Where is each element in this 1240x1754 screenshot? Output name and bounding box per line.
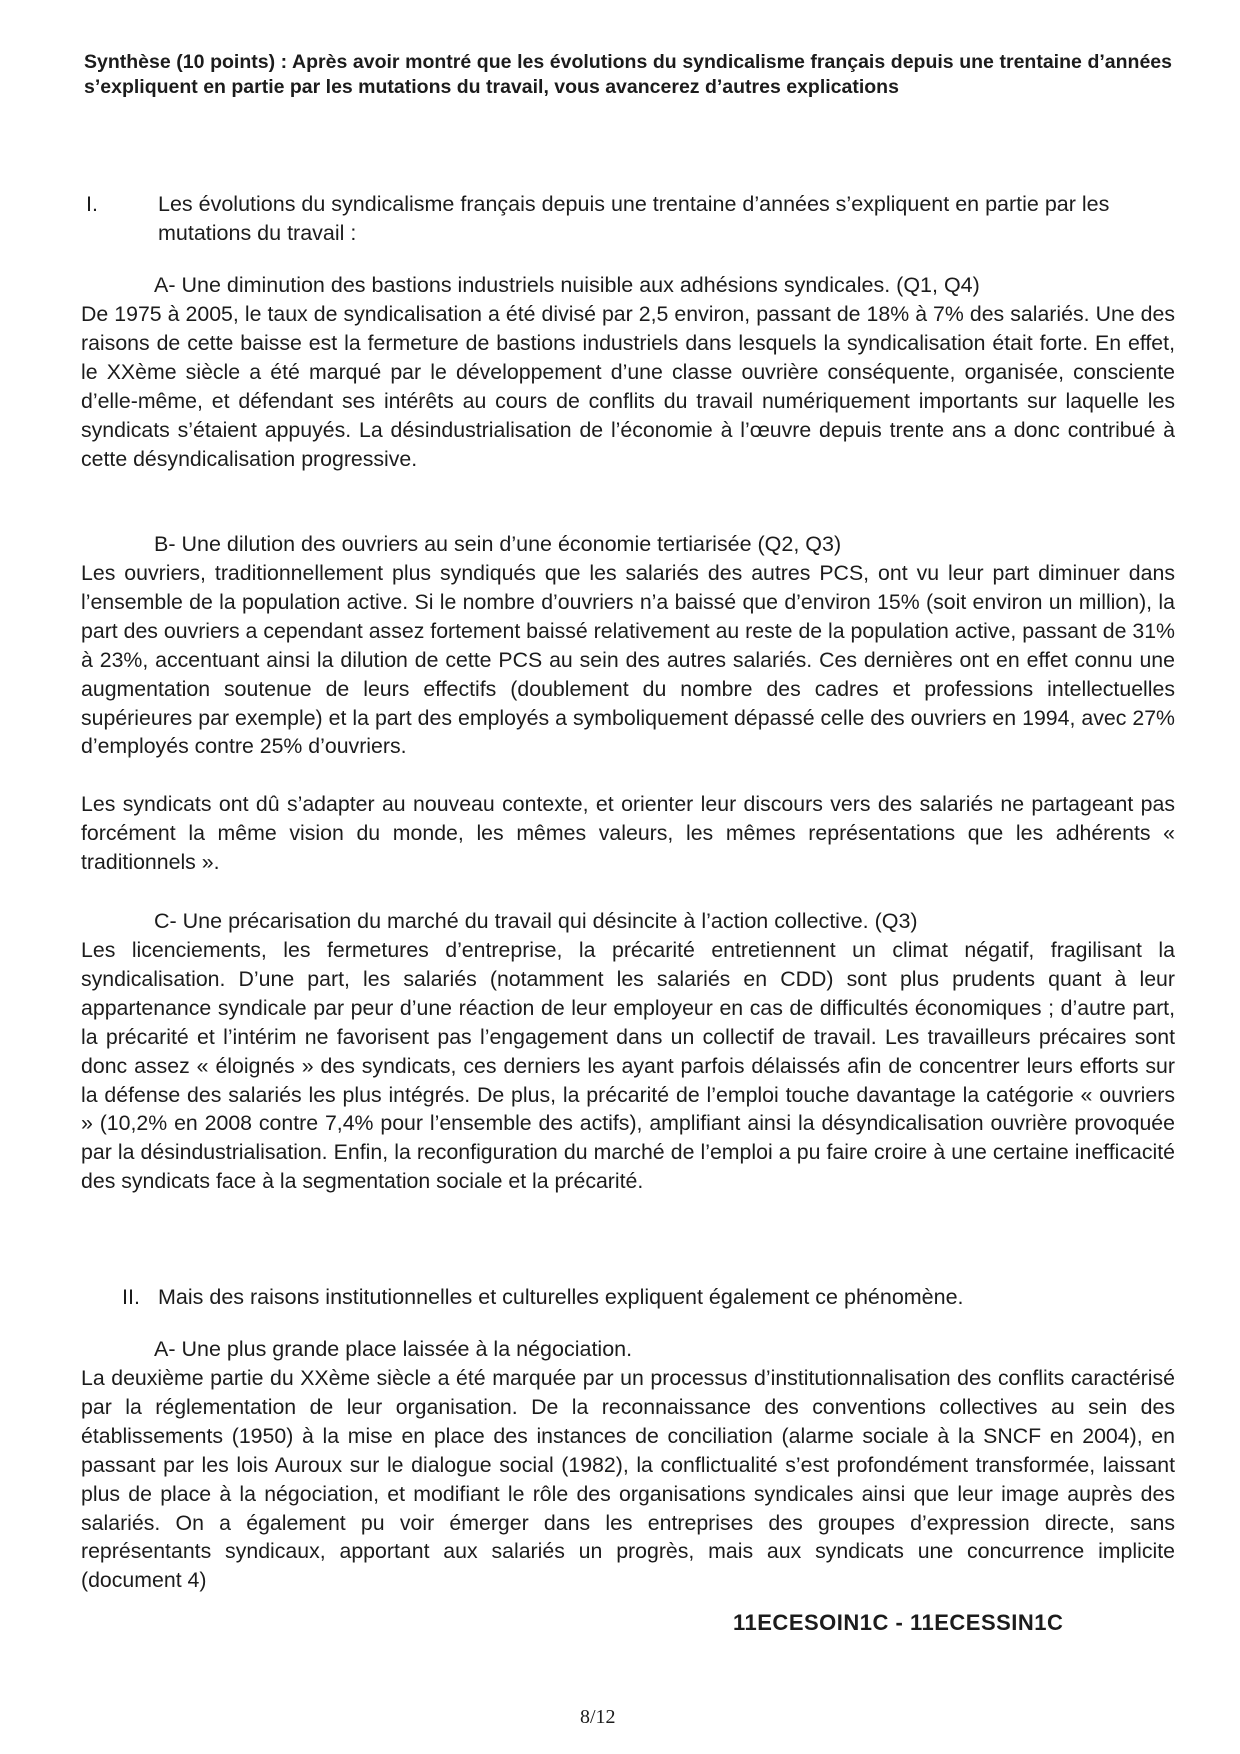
paragraph-1c: Les licenciements, les fermetures d’entreprise, la précarité entretiennent un climat négatif, fragilisant la syndicalisation. D’une part, les salariés (notamment les salariés en CDD) sont plus prudents quant à leur appartenance syndicale par peur d’une réaction de leur employeur en cas de difficultés économiques ; d’autre part, la précarité et l’intérim ne favorisent pas l’engagement dans un collectif de travail. Les travailleurs précaires sont donc assez « éloignés » des syndicats, ces derniers les ayant parfois délaissés afin de concentrer leurs efforts sur la défense des salariés les plus intégrés. De plus, la précarité de l’emploi touche davantage la catégorie « ouvriers » (10,2% en 2008 contre 7,4% pour l’ensemble des actifs), amplifiant ainsi la désyndicalisation ouvrière provoquée par la désindustrialisation. Enfin, la reconfiguration du marché de l’emploi a pu faire croire à une certaine inefficacité des syndicats face à la segmentation sociale et la précarité. bbox=[81, 938, 1175, 1194]
subsection-1a-title: A- Une diminution des bastions industriels nuisible aux adhésions syndicales. (Q1, Q4) bbox=[154, 273, 980, 297]
subsection-2a-title: A- Une plus grande place laissée à la négociation. bbox=[154, 1337, 633, 1361]
subsection-1b-title: B- Une dilution des ouvriers au sein d’une économie tertiarisée (Q2, Q3) bbox=[154, 532, 842, 556]
paragraph-1b-2: Les syndicats ont dû s’adapter au nouveau contexte, et orienter leur discours vers des salariés ne partageant pas forcément la même vision du monde, les mêmes valeurs, les mêmes représentations que les adhérents « traditionnels ». bbox=[81, 792, 1175, 874]
page-number: 8/12 bbox=[580, 1706, 616, 1728]
section-1-number: I. bbox=[86, 192, 98, 216]
section-2-title bbox=[122, 1283, 1172, 1312]
section-2-number: II. bbox=[122, 1285, 140, 1309]
section-1-title bbox=[86, 190, 1208, 248]
section-2-title-text: Mais des raisons institutionnelles et culturelles expliquent également ce phénomène. bbox=[158, 1285, 964, 1309]
synthesis-question: Synthèse (10 points) : Après avoir montré que les évolutions du syndicalisme français depuis une trentaine d’années s’expliquent en partie par les mutations du travail, vous avancerez d’autres explications bbox=[84, 51, 1172, 98]
exam-code: 11ECESOIN1C - 11ECESSIN1C bbox=[733, 1610, 1064, 1635]
paragraph-1a: De 1975 à 2005, le taux de syndicalisation a été divisé par 2,5 environ, passant de 18% à 7% des salariés. Une des raisons de cette baisse est la fermeture de bastions industriels dans lesquels la syndicalisation était forte. En effet, le XXème siècle a été marqué par le développement d’une classe ouvrière conséquente, organisée, consciente d’elle-même, et défendant ses intérêts au cours de conflits du travail numériquement importants sur laquelle les syndicats s’étaient appuyés. La désindustrialisation de l’économie à l’œuvre depuis trente ans a donc contribué à cette désyndicalisation progressive. bbox=[81, 302, 1175, 471]
paragraph-1b-1: Les ouvriers, traditionnellement plus syndiqués que les salariés des autres PCS, ont vu leur part diminuer dans l’ensemble de la population active. Si le nombre d’ouvriers n’a baissé que d’environ 15% (soit environ un million), la part des ouvriers a cependant assez fortement baissé relativement au reste de la population active, passant de 31% à 23%, accentuant ainsi la dilution de cette PCS au sein des autres salariés. Ces dernières ont en effet connu une augmentation soutenue de leurs effectifs (doublement du nombre des cadres et professions intellectuelles supérieures par exemple) et la part des employés a symboliquement dépassé celle des ouvriers en 1994, avec 27% d’employés contre 25% d’ouvriers. bbox=[81, 561, 1175, 759]
section-1-title-text: Les évolutions du syndicalisme français depuis une trentaine d’années s’expliquent en partie par les mutations du travail : bbox=[158, 192, 1110, 245]
subsection-1c-title: C- Une précarisation du marché du travail qui désincite à l’action collective. (Q3) bbox=[154, 909, 918, 933]
paragraph-2a: La deuxième partie du XXème siècle a été marquée par un processus d’institutionnalisation des conflits caractérisé par la réglementation de leur organisation. De la reconnaissance des conventions collectives au sein des établissements (1950) à la mise en place des instances de conciliation (alarme sociale à la SNCF en 2004), en passant par les lois Auroux sur le dialogue social (1982), la conflictualité s’est profondément transformée, laissant plus de place à la négociation, et modifiant le rôle des organisations syndicales ainsi que leur image auprès des salariés. On a également pu voir émerger dans les entreprises des groupes d’expression directe, sans représentants syndicaux, apportant aux salariés un progrès, mais aux syndicats une concurrence implicite (document 4) bbox=[81, 1366, 1175, 1593]
